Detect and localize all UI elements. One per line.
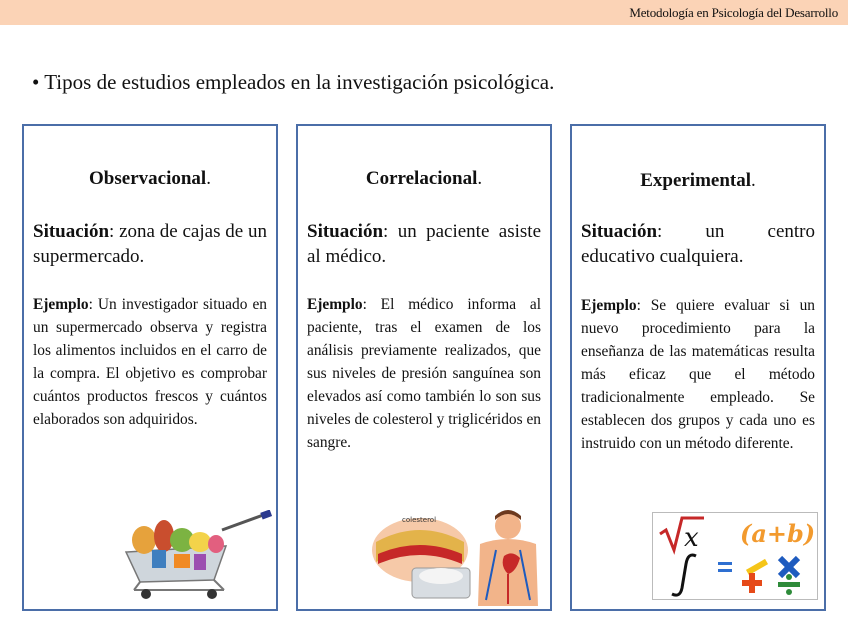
card-correlacional bbox=[296, 124, 552, 611]
card-example: Ejemplo: Un investigador situado en un supermercado observa y registra los alimentos incluidos en el carro de la compra. El objetivo es comprobar cuántos productos frescos y cuántos elaborados son adquiridos. bbox=[33, 296, 267, 428]
cholesterol-anatomy-icon bbox=[372, 510, 548, 606]
card-situation: Situación: zona de cajas de un supermercado. bbox=[33, 221, 267, 267]
course-title: Metodología en Psicología del Desarrollo bbox=[629, 5, 838, 20]
card-title: Experimental. bbox=[640, 170, 756, 191]
card-example: Ejemplo: El médico informa al paciente, tras el examen de los análisis previamente realizados, que sus niveles de presión sanguínea son elevados así como también lo son sus niveles de colesterol y triglicéridos en sangre. bbox=[307, 296, 541, 451]
card-title: Observacional. bbox=[89, 168, 211, 189]
card-situation: Situación: un paciente asiste al médico. bbox=[307, 221, 541, 267]
card-experimental bbox=[570, 124, 826, 611]
page-title: • Tipos de estudios empleados en la investigación psicológica. bbox=[32, 70, 555, 94]
card-situation: Situación: un centro educativo cualquiera. bbox=[581, 221, 815, 267]
math-symbols-icon bbox=[652, 512, 818, 600]
svg-text:x: x bbox=[684, 523, 699, 553]
card-example: Ejemplo: Se quiere evaluar si un nuevo procedimiento para la enseñanza de las matemáticas resulta más eficaz que el método tradicionalmente empleado. Se establecen dos grupos y cada uno es instruido con un método diferente. bbox=[581, 297, 815, 452]
card-observacional bbox=[22, 124, 278, 611]
svg-text:(a+b): (a+b) bbox=[740, 519, 816, 548]
header-bar bbox=[0, 0, 848, 25]
shopping-cart-icon bbox=[116, 510, 276, 602]
card-title: Correlacional. bbox=[365, 168, 483, 189]
svg-text:colesterol: colesterol bbox=[402, 516, 437, 524]
